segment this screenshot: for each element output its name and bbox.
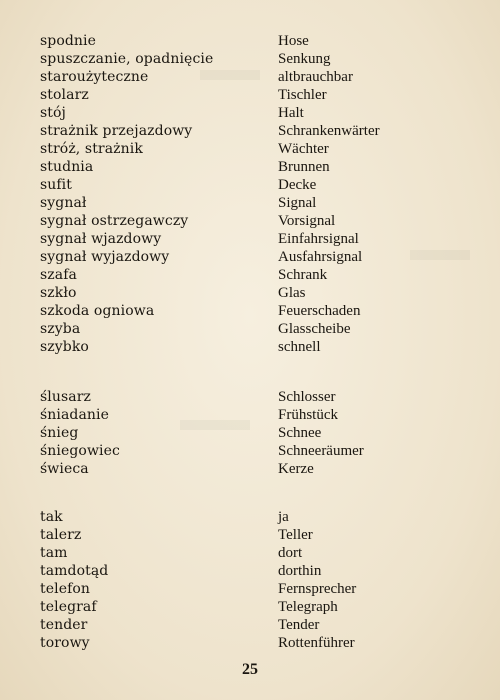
entry-row <box>0 176 500 194</box>
german-term: Schrankenwärter <box>278 123 380 139</box>
german-term: Schnee <box>278 425 322 441</box>
entry-row <box>0 406 500 424</box>
entry-row <box>0 140 500 158</box>
page-number: 25 <box>242 661 258 678</box>
entry-row <box>0 338 500 356</box>
german-term: Telegraph <box>278 599 338 615</box>
polish-term: staroużyteczne <box>40 69 149 85</box>
entry-row <box>0 634 500 652</box>
entry-row <box>0 526 500 544</box>
german-term: Glasscheibe <box>278 321 351 337</box>
entry-row <box>0 158 500 176</box>
german-term: dorthin <box>278 563 322 579</box>
entry-row <box>0 194 500 212</box>
entry-row <box>0 212 500 230</box>
entry-row <box>0 284 500 302</box>
polish-term: sygnał ostrzegawczy <box>40 213 189 229</box>
entry-row <box>0 544 500 562</box>
german-term: Halt <box>278 105 304 121</box>
polish-term: tamdotąd <box>40 563 109 579</box>
german-term: Ausfahrsignal <box>278 249 363 265</box>
entry-row <box>0 86 500 104</box>
polish-term: szkło <box>40 285 77 301</box>
german-term: Feuerschaden <box>278 303 361 319</box>
entry-row <box>0 562 500 580</box>
german-term: Rottenführer <box>278 635 355 651</box>
polish-term: spodnie <box>40 33 97 49</box>
polish-term: szafa <box>40 267 77 283</box>
entry-row <box>0 508 500 526</box>
polish-term: torowy <box>40 635 90 651</box>
german-term: Schlosser <box>278 389 336 405</box>
german-term: Schrank <box>278 267 328 283</box>
polish-term: tak <box>40 509 63 525</box>
polish-term: śniegowiec <box>40 443 120 459</box>
entry-row <box>0 320 500 338</box>
german-term: Vorsignal <box>278 213 336 229</box>
polish-term: telefon <box>40 581 91 597</box>
polish-term: ślusarz <box>40 389 91 405</box>
polish-term: śnieg <box>40 425 79 441</box>
german-term: Schneeräumer <box>278 443 364 459</box>
german-term: Tender <box>278 617 320 633</box>
polish-term: szkoda ogniowa <box>40 303 155 319</box>
german-term: altbrauchbar <box>278 69 353 85</box>
entry-row <box>0 460 500 478</box>
entry-row <box>0 442 500 460</box>
polish-term: stróż, strażnik <box>40 141 143 157</box>
polish-term: tam <box>40 545 68 561</box>
entry-row <box>0 230 500 248</box>
polish-term: spuszczanie, opadnięcie <box>40 51 214 67</box>
entry-row <box>0 580 500 598</box>
german-term: ja <box>278 509 289 525</box>
entry-row <box>0 424 500 442</box>
entry-section-s-acute <box>0 388 500 478</box>
polish-term: sygnał wyjazdowy <box>40 249 170 265</box>
polish-term: sygnał <box>40 195 87 211</box>
entry-row <box>0 104 500 122</box>
german-term: dort <box>278 545 303 561</box>
polish-term: stój <box>40 105 66 121</box>
german-term: Senkung <box>278 51 331 67</box>
entry-section-t <box>0 508 500 652</box>
entry-row <box>0 388 500 406</box>
entry-row <box>0 302 500 320</box>
polish-term: szybko <box>40 339 89 355</box>
german-term: Einfahrsignal <box>278 231 359 247</box>
polish-term: telegraf <box>40 599 97 615</box>
entry-row <box>0 616 500 634</box>
polish-term: sygnał wjazdowy <box>40 231 162 247</box>
german-term: Glas <box>278 285 306 301</box>
entry-row <box>0 266 500 284</box>
entry-row <box>0 50 500 68</box>
german-term: Frühstück <box>278 407 338 423</box>
polish-term: talerz <box>40 527 82 543</box>
polish-term: szyba <box>40 321 81 337</box>
entry-row <box>0 68 500 86</box>
entry-row <box>0 32 500 50</box>
german-term: Tischler <box>278 87 327 103</box>
german-term: Decke <box>278 177 317 193</box>
entry-row <box>0 122 500 140</box>
german-term: Fernsprecher <box>278 581 357 597</box>
german-term: Signal <box>278 195 317 211</box>
german-term: Teller <box>278 527 313 543</box>
polish-term: śniadanie <box>40 407 110 423</box>
german-term: Kerze <box>278 461 314 477</box>
polish-term: stolarz <box>40 87 89 103</box>
polish-term: tender <box>40 617 88 633</box>
german-term: Wächter <box>278 141 329 157</box>
entry-row <box>0 248 500 266</box>
entry-section-s <box>0 32 500 356</box>
polish-term: sufit <box>40 177 72 193</box>
german-term: Hose <box>278 33 309 49</box>
german-term: schnell <box>278 339 321 355</box>
polish-term: studnia <box>40 159 94 175</box>
polish-term: świeca <box>40 461 89 477</box>
german-term: Brunnen <box>278 159 330 175</box>
entry-row <box>0 598 500 616</box>
polish-term: strażnik przejazdowy <box>40 123 193 139</box>
